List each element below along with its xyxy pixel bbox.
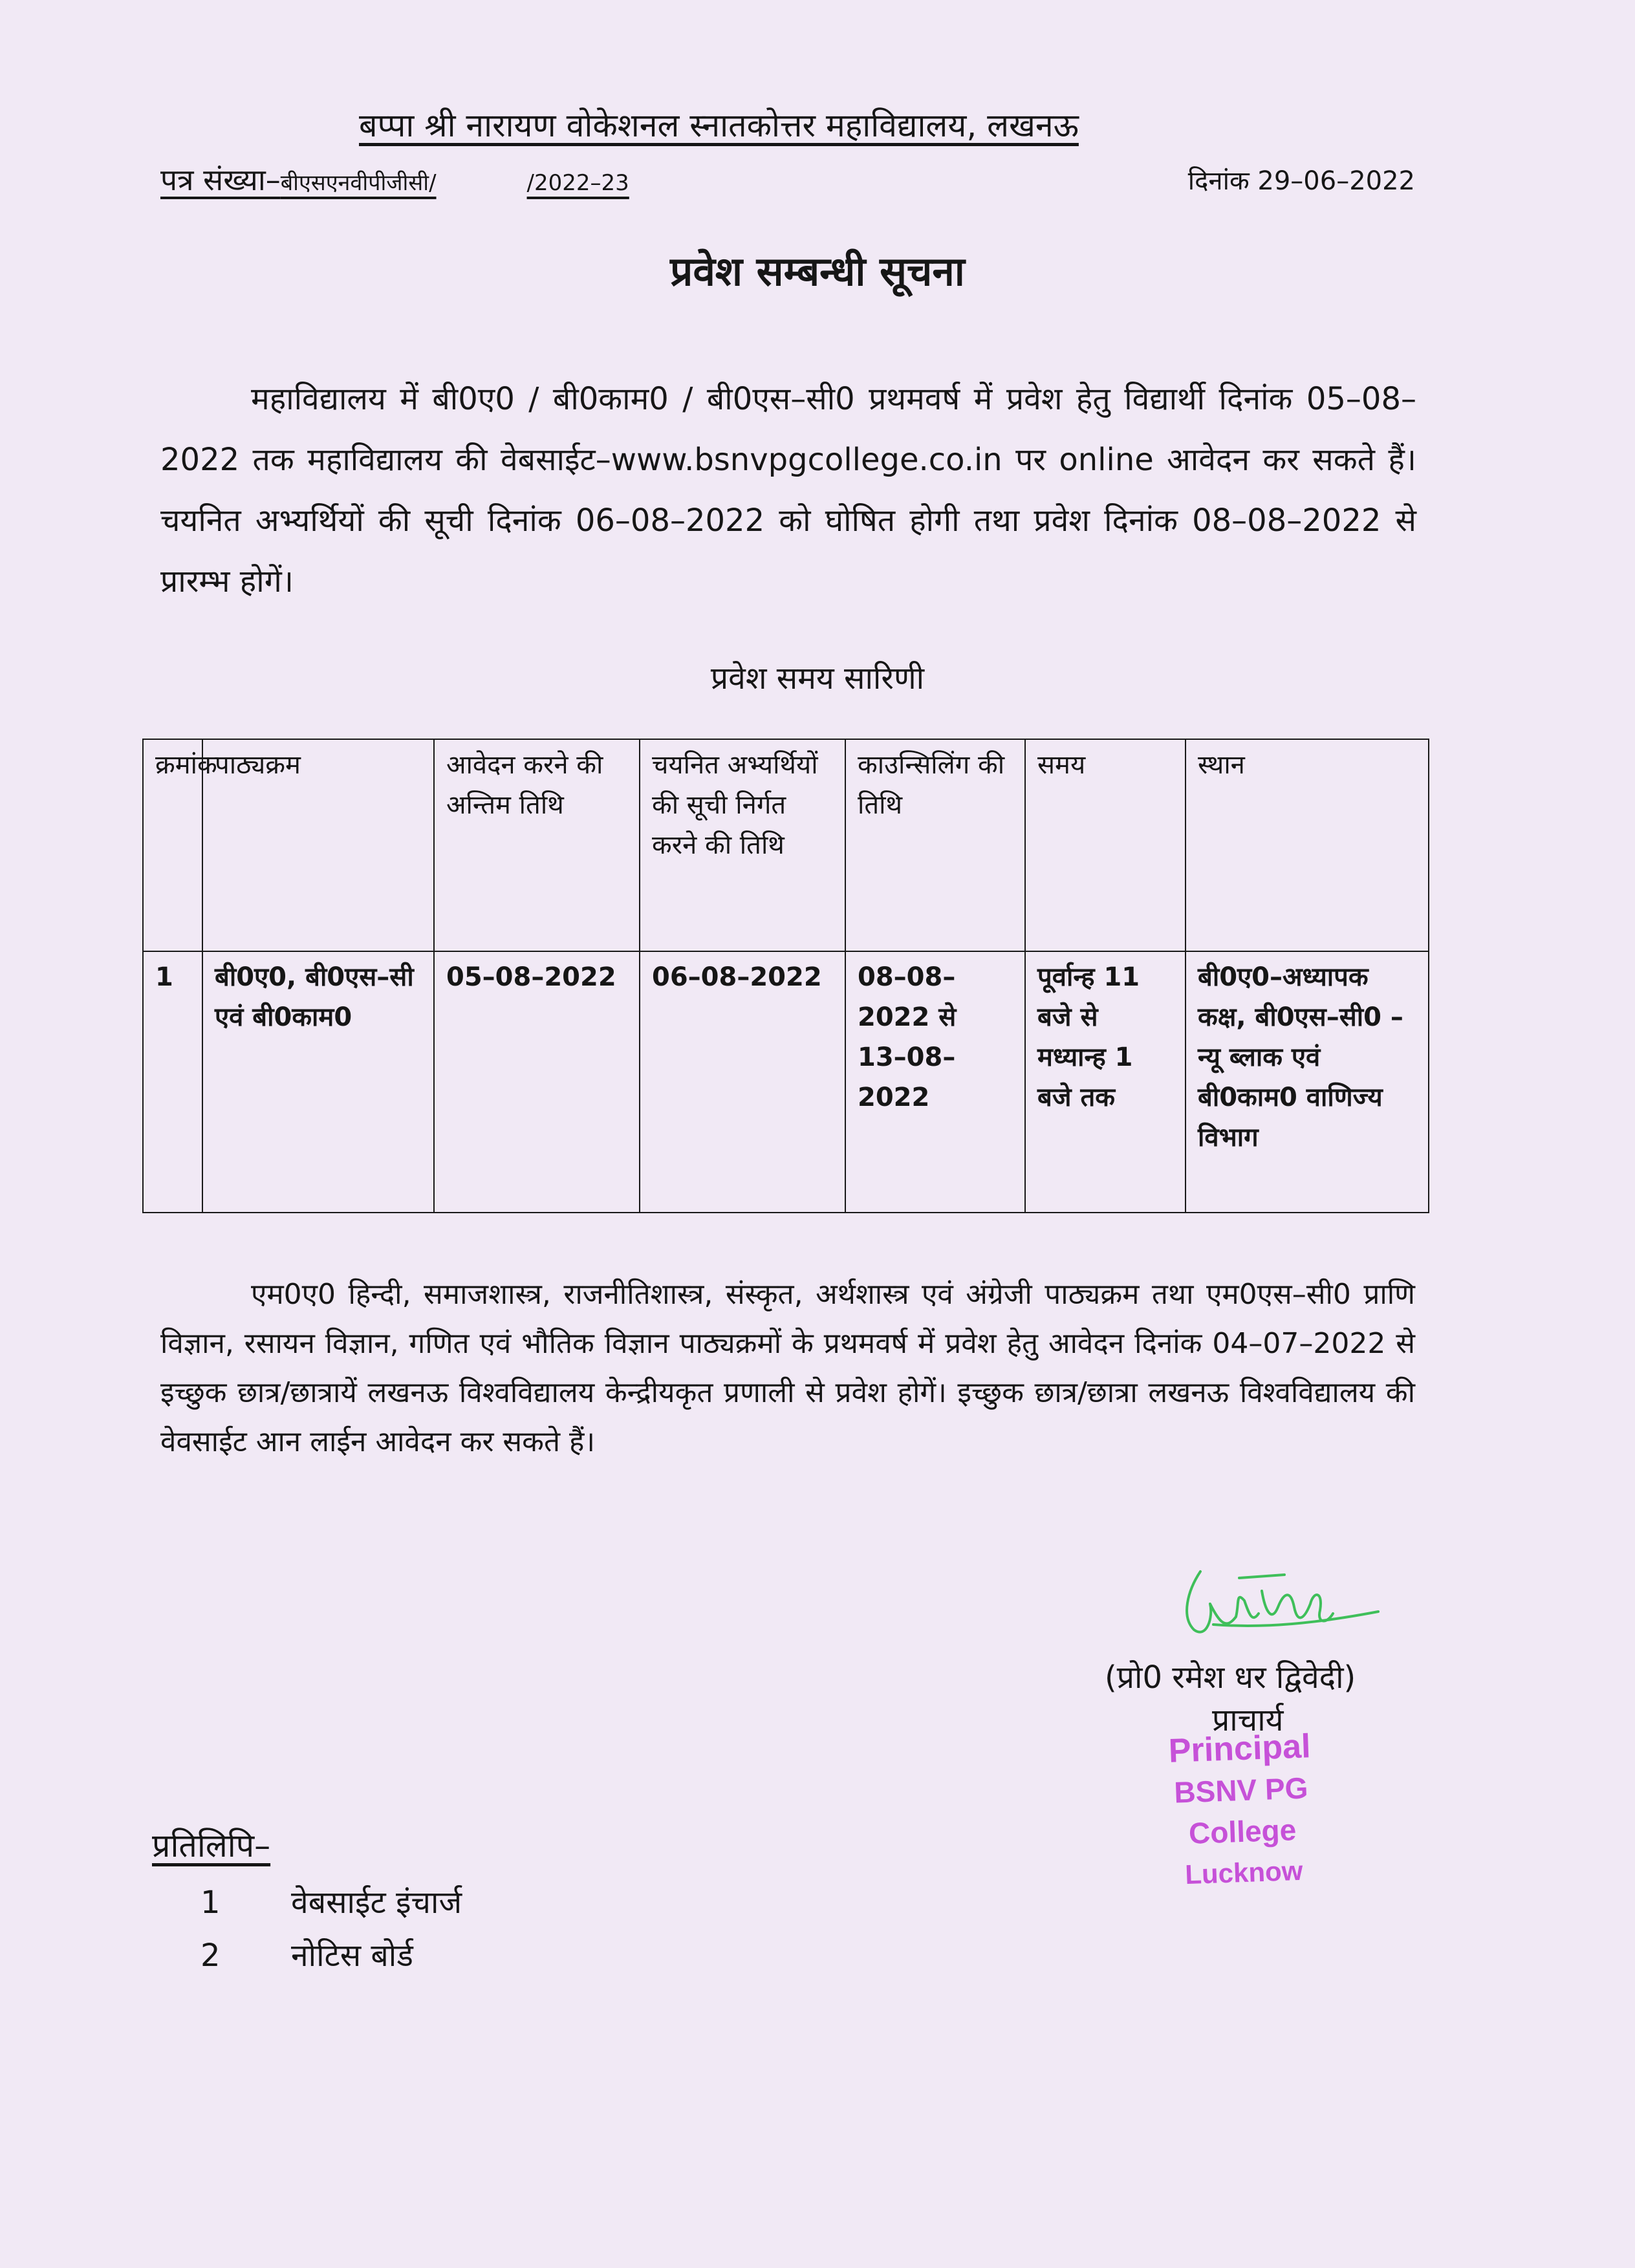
column-header-list-date: चयनित अभ्यर्थियों की सूची निर्गत करने की तिथि bbox=[640, 739, 845, 951]
schedule-heading: प्रवेश समय सारिणी bbox=[710, 660, 925, 697]
list-item bbox=[200, 1934, 462, 1987]
signatory-name: (प्रो0 रमेश धर द्विवेदी) bbox=[1105, 1659, 1356, 1696]
signature-block bbox=[1074, 1552, 1462, 1890]
principal-stamp bbox=[1116, 1723, 1368, 1897]
college-name: बप्पा श्री नारायण वोकेशनल स्नातकोत्तर महाविद्यालय, लखनऊ bbox=[359, 107, 1079, 144]
column-header-counselling-date: काउन्सिलिंग की तिथि bbox=[845, 739, 1025, 951]
admission-paragraph: महाविद्यालय में बी0ए0 / बी0काम0 / बी0एस–सी0 प्रथमवर्ष में प्रवेश हेतु विद्यार्थी दिनांक 05–08–2022 तक महाविद्यालय की वेबसाईट–www.bsnvpgcollege.co.in पर online आवेदन कर सकते हैं। चयनित अभ्यर्थियों की सूची दिनांक 06–08–2022 को घोषित होगी तथा प्रवेश दिनांक 08–08–2022 से प्रारम्भ होगें। bbox=[160, 381, 1416, 599]
list-item bbox=[200, 1881, 462, 1934]
cell-venue: बी0ए0–अध्यापक कक्ष, बी0एस–सी0 –न्यू ब्लाक एवं बी0काम0 वाणिज्य विभाग bbox=[1186, 951, 1429, 1213]
letter-number-year: /2022–23 bbox=[526, 170, 629, 196]
copy-to-heading: प्रतिलिपि– bbox=[152, 1827, 271, 1864]
table-row bbox=[143, 951, 1429, 1213]
column-header-venue: स्थान bbox=[1186, 739, 1429, 951]
column-header-last-date: आवेदन करने की अन्तिम तिथि bbox=[434, 739, 640, 951]
signature-stroke bbox=[1187, 1571, 1378, 1632]
schedule-table bbox=[142, 739, 1429, 1213]
stamp-line-city: Lucknow bbox=[1184, 1855, 1304, 1890]
stamp-line-principal: Principal bbox=[1167, 1727, 1312, 1770]
copy-to-list bbox=[200, 1881, 462, 1987]
list-item-text: नोटिस बोर्ड bbox=[291, 1938, 413, 1974]
column-header-serial: क्रमांक bbox=[143, 739, 202, 951]
letter-date: दिनांक 29–06–2022 bbox=[1187, 166, 1415, 196]
letter-number-code: बीएसएनवीपीजीसी/ bbox=[280, 170, 437, 196]
column-header-course: पाठ्यक्रम bbox=[202, 739, 434, 951]
list-item-number: 1 bbox=[200, 1885, 221, 1921]
letter-number-prefix: पत्र संख्या– bbox=[160, 162, 281, 197]
cell-course: बी0ए0, बी0एस–सी एवं बी0काम0 bbox=[202, 951, 434, 1213]
cell-list-date: 06–08–2022 bbox=[640, 951, 845, 1213]
pg-admission-paragraph: एम0ए0 हिन्दी, समाजशास्त्र, राजनीतिशास्त्र, संस्कृत, अर्थशास्त्र एवं अंग्रेजी पाठ्यक्रम तथा एम0एस–सी0 प्राणि विज्ञान, रसायन विज्ञान, गणित एवं भौतिक विज्ञान पाठ्यक्रमों के प्रथमवर्ष में प्रवेश हेतु आवेदन दिनांक 04–07–2022 से इच्छुक छात्र/छात्रायें लखनऊ विश्वविद्यालय केन्द्रीयकृत प्रणाली से प्रवेश होगें। इच्छुक छात्र/छात्रा लखनऊ विश्वविद्यालय की वेवसाईट आन लाईन आवेदन कर सकते हैं। bbox=[160, 1278, 1415, 1458]
notice-title: प्रवेश सम्बन्धी सूचना bbox=[670, 248, 965, 295]
column-header-time: समय bbox=[1025, 739, 1186, 951]
stamp-line-college: BSNV PG College bbox=[1173, 1771, 1309, 1850]
table-header-row bbox=[143, 739, 1429, 951]
letter-number bbox=[160, 159, 629, 199]
signatory-designation: प्राचार्य bbox=[1212, 1702, 1284, 1738]
list-item-text: वेबसाईट इंचार्ज bbox=[291, 1885, 462, 1921]
letter-reference-row bbox=[160, 159, 1415, 204]
cell-last-date: 05–08–2022 bbox=[434, 951, 640, 1213]
list-item-number: 2 bbox=[200, 1938, 221, 1974]
signature-image bbox=[1175, 1552, 1388, 1649]
cell-counselling-date: 08–08–2022 से 13–08–2022 bbox=[845, 951, 1025, 1213]
cell-serial: 1 bbox=[143, 951, 202, 1213]
cell-time: पूर्वान्ह 11 बजे से मध्यान्ह 1 बजे तक bbox=[1025, 951, 1186, 1213]
